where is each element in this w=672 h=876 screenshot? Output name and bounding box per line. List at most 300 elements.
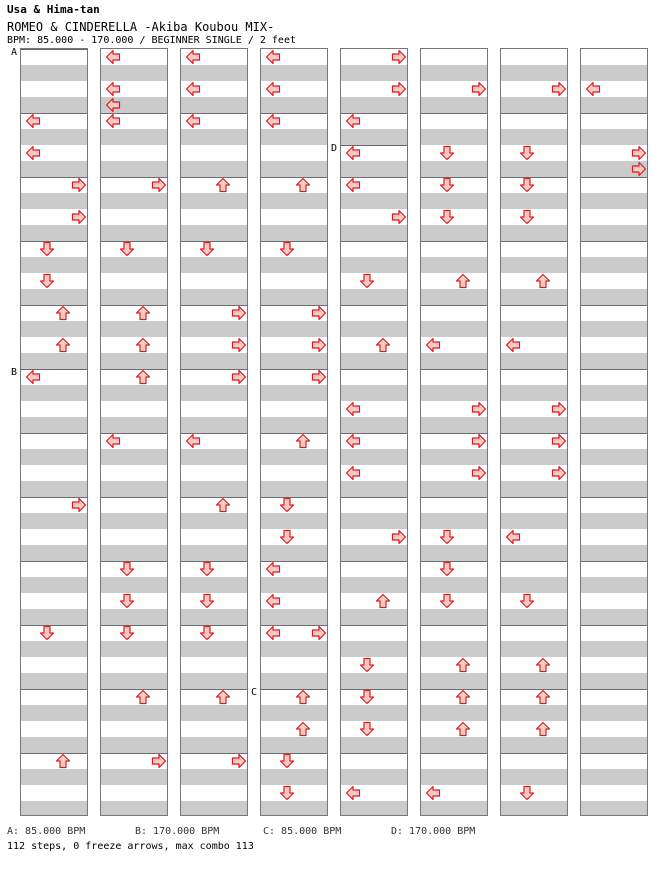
beat-stripe (581, 193, 647, 209)
step-arrow-down-icon (279, 753, 295, 769)
step-arrow-up-icon (455, 689, 471, 705)
beat-stripe (421, 705, 487, 721)
beat-stripe (101, 801, 167, 816)
step-arrow-right-icon (151, 177, 167, 193)
beat-stripe (21, 65, 87, 81)
step-arrow-up-icon (55, 753, 71, 769)
beat-stripe (21, 161, 87, 177)
beat-stripe (341, 129, 407, 145)
beat-stripe (261, 673, 327, 689)
measure-line (101, 369, 167, 370)
beat-stripe (181, 705, 247, 721)
beat-stripe (101, 609, 167, 625)
beat-stripe (101, 513, 167, 529)
step-arrow-left-icon (265, 113, 281, 129)
beat-stripe (181, 257, 247, 273)
beat-stripe (581, 609, 647, 625)
beat-stripe (101, 449, 167, 465)
measure-line (341, 305, 407, 306)
beat-stripe (261, 545, 327, 561)
step-arrow-left-icon (345, 145, 361, 161)
beat-stripe (421, 257, 487, 273)
beat-stripe (261, 257, 327, 273)
step-arrow-right-icon (391, 209, 407, 225)
beat-stripe (421, 577, 487, 593)
beat-stripe (341, 65, 407, 81)
beat-stripe (21, 449, 87, 465)
beat-stripe (421, 321, 487, 337)
step-arrow-left-icon (345, 785, 361, 801)
beat-stripe (421, 513, 487, 529)
legend-bpm-d: D: 170.000 BPM (391, 826, 476, 837)
measure-line (341, 753, 407, 754)
beat-stripe (581, 385, 647, 401)
beat-stripe (581, 353, 647, 369)
beat-stripe (181, 545, 247, 561)
beat-stripe (421, 161, 487, 177)
step-arrow-down-icon (359, 689, 375, 705)
measure-line (101, 305, 167, 306)
beat-stripe (261, 353, 327, 369)
measure-line (501, 369, 567, 370)
song-artist: Usa & Hima-tan (7, 3, 100, 16)
step-arrow-left-icon (105, 433, 121, 449)
measure-line (421, 497, 487, 498)
bpm-difficulty-info: BPM: 85.000 - 170.000 / BEGINNER SINGLE / 2 feet (7, 35, 296, 46)
beat-stripe (261, 225, 327, 241)
step-arrow-down-icon (119, 241, 135, 257)
step-arrow-down-icon (279, 785, 295, 801)
step-arrow-right-icon (311, 305, 327, 321)
step-arrow-right-icon (551, 81, 567, 97)
step-arrow-right-icon (391, 49, 407, 65)
step-arrow-up-icon (135, 689, 151, 705)
step-arrow-right-icon (311, 625, 327, 641)
step-arrow-up-icon (455, 657, 471, 673)
beat-stripe (101, 481, 167, 497)
beat-stripe (21, 321, 87, 337)
measure-line (581, 241, 647, 242)
measure-line (581, 369, 647, 370)
step-arrow-up-icon (535, 657, 551, 673)
beat-stripe (581, 513, 647, 529)
measure-line (421, 689, 487, 690)
chart-column (340, 48, 408, 816)
measure-line (501, 497, 567, 498)
beat-stripe (501, 609, 567, 625)
step-arrow-up-icon (55, 305, 71, 321)
beat-stripe (101, 225, 167, 241)
step-arrow-left-icon (425, 785, 441, 801)
beat-stripe (341, 161, 407, 177)
beat-stripe (581, 65, 647, 81)
step-arrow-left-icon (105, 113, 121, 129)
legend-bpm-c: C: 85.000 BPM (263, 826, 342, 837)
chart-column (500, 48, 568, 816)
step-arrow-down-icon (119, 593, 135, 609)
step-arrow-up-icon (215, 497, 231, 513)
measure-line (341, 369, 407, 370)
step-arrow-down-icon (439, 561, 455, 577)
beat-stripe (581, 673, 647, 689)
step-arrow-left-icon (265, 593, 281, 609)
beat-stripe (21, 513, 87, 529)
beat-stripe (501, 65, 567, 81)
step-arrow-down-icon (119, 561, 135, 577)
beat-stripe (421, 417, 487, 433)
chart-column (20, 48, 88, 816)
beat-stripe (181, 673, 247, 689)
beat-stripe (181, 161, 247, 177)
beat-stripe (581, 321, 647, 337)
beat-stripe (501, 257, 567, 273)
beat-stripe (341, 737, 407, 753)
step-arrow-down-icon (359, 721, 375, 737)
step-arrow-right-icon (231, 337, 247, 353)
beat-stripe (421, 545, 487, 561)
beat-stripe (341, 801, 407, 816)
beat-stripe (421, 65, 487, 81)
step-arrow-up-icon (455, 721, 471, 737)
step-arrow-up-icon (295, 177, 311, 193)
beat-stripe (261, 161, 327, 177)
step-arrow-right-icon (471, 465, 487, 481)
beat-stripe (181, 65, 247, 81)
beat-stripe (421, 801, 487, 816)
beat-stripe (261, 385, 327, 401)
beat-stripe (21, 385, 87, 401)
step-arrow-right-icon (471, 401, 487, 417)
beat-stripe (21, 353, 87, 369)
step-arrow-right-icon (551, 433, 567, 449)
beat-stripe (341, 513, 407, 529)
beat-stripe (21, 225, 87, 241)
step-arrow-left-icon (105, 49, 121, 65)
beat-stripe (261, 641, 327, 657)
beat-stripe (421, 225, 487, 241)
measure-line (581, 433, 647, 434)
beat-stripe (421, 129, 487, 145)
beat-stripe (261, 769, 327, 785)
chart-column (180, 48, 248, 816)
measure-line (21, 689, 87, 690)
beat-stripe (501, 97, 567, 113)
step-arrow-up-icon (375, 337, 391, 353)
beat-stripe (501, 545, 567, 561)
measure-line (421, 305, 487, 306)
measure-line (21, 561, 87, 562)
beat-stripe (181, 641, 247, 657)
beat-stripe (21, 737, 87, 753)
beat-stripe (181, 97, 247, 113)
step-arrow-down-icon (199, 593, 215, 609)
beat-stripe (101, 673, 167, 689)
step-arrow-down-icon (519, 785, 535, 801)
beat-stripe (21, 769, 87, 785)
step-arrow-down-icon (519, 593, 535, 609)
step-arrow-up-icon (295, 721, 311, 737)
beat-stripe (261, 417, 327, 433)
beat-stripe (581, 705, 647, 721)
step-arrow-up-icon (215, 177, 231, 193)
beat-stripe (21, 481, 87, 497)
step-arrow-left-icon (185, 433, 201, 449)
step-arrow-up-icon (455, 273, 471, 289)
step-arrow-right-icon (551, 401, 567, 417)
beat-stripe (421, 289, 487, 305)
step-arrow-down-icon (199, 561, 215, 577)
beat-stripe (101, 737, 167, 753)
beat-stripe (181, 577, 247, 593)
beat-stripe (101, 353, 167, 369)
beat-stripe (501, 737, 567, 753)
step-arrow-down-icon (519, 177, 535, 193)
beat-stripe (341, 417, 407, 433)
beat-stripe (501, 417, 567, 433)
beat-stripe (421, 449, 487, 465)
beat-stripe (581, 257, 647, 273)
step-arrow-up-icon (135, 305, 151, 321)
beat-stripe (501, 385, 567, 401)
measure-line (581, 689, 647, 690)
measure-line (421, 113, 487, 114)
step-arrow-down-icon (39, 241, 55, 257)
beat-stripe (21, 801, 87, 816)
beat-stripe (341, 641, 407, 657)
measure-line (181, 497, 247, 498)
measure-line (421, 241, 487, 242)
beat-stripe (261, 97, 327, 113)
beat-stripe (21, 577, 87, 593)
step-arrow-down-icon (199, 625, 215, 641)
step-arrow-up-icon (535, 721, 551, 737)
beat-stripe (261, 129, 327, 145)
measure-line (581, 497, 647, 498)
beat-stripe (501, 577, 567, 593)
measure-line (581, 625, 647, 626)
beat-stripe (501, 449, 567, 465)
measure-line (181, 689, 247, 690)
beat-stripe (501, 705, 567, 721)
beat-stripe (181, 321, 247, 337)
beat-stripe (581, 417, 647, 433)
step-arrow-down-icon (359, 657, 375, 673)
beat-stripe (101, 769, 167, 785)
step-arrow-left-icon (265, 49, 281, 65)
beat-stripe (261, 801, 327, 816)
step-arrow-down-icon (39, 273, 55, 289)
beat-stripe (341, 577, 407, 593)
beat-stripe (261, 577, 327, 593)
beat-stripe (341, 353, 407, 369)
step-arrow-down-icon (519, 209, 535, 225)
step-arrow-left-icon (105, 97, 121, 113)
beat-stripe (501, 513, 567, 529)
beat-stripe (21, 97, 87, 113)
beat-stripe (341, 321, 407, 337)
beat-stripe (501, 225, 567, 241)
step-arrow-down-icon (519, 145, 535, 161)
measure-line (501, 241, 567, 242)
beat-stripe (501, 673, 567, 689)
step-arrow-left-icon (425, 337, 441, 353)
step-arrow-left-icon (585, 81, 601, 97)
step-arrow-up-icon (135, 369, 151, 385)
beat-stripe (421, 609, 487, 625)
beat-stripe (341, 257, 407, 273)
beat-stripe (181, 737, 247, 753)
beat-stripe (581, 641, 647, 657)
beat-stripe (261, 449, 327, 465)
step-arrow-left-icon (345, 113, 361, 129)
chart-column (260, 48, 328, 816)
measure-line (341, 561, 407, 562)
beat-stripe (581, 97, 647, 113)
step-arrow-right-icon (231, 369, 247, 385)
beat-stripe (181, 449, 247, 465)
step-arrow-left-icon (25, 369, 41, 385)
beat-stripe (101, 705, 167, 721)
chart-column (100, 48, 168, 816)
measure-line (181, 177, 247, 178)
beat-stripe (341, 769, 407, 785)
beat-stripe (581, 545, 647, 561)
step-arrow-left-icon (265, 561, 281, 577)
beat-stripe (181, 289, 247, 305)
beat-stripe (261, 481, 327, 497)
step-arrow-left-icon (185, 113, 201, 129)
beat-stripe (101, 545, 167, 561)
beat-stripe (581, 769, 647, 785)
beat-stripe (21, 609, 87, 625)
measure-line (501, 753, 567, 754)
step-arrow-right-icon (391, 81, 407, 97)
beat-stripe (101, 577, 167, 593)
measure-line (581, 177, 647, 178)
beat-stripe (101, 193, 167, 209)
beat-stripe (21, 257, 87, 273)
beat-stripe (501, 161, 567, 177)
step-arrow-right-icon (231, 753, 247, 769)
step-arrow-left-icon (25, 145, 41, 161)
step-arrow-left-icon (505, 337, 521, 353)
step-arrow-up-icon (295, 689, 311, 705)
beat-stripe (501, 321, 567, 337)
measure-line (21, 305, 87, 306)
measure-line (581, 561, 647, 562)
step-arrow-left-icon (105, 81, 121, 97)
beat-stripe (181, 385, 247, 401)
measure-line (581, 113, 647, 114)
step-arrow-left-icon (345, 177, 361, 193)
beat-stripe (181, 769, 247, 785)
measure-line (341, 625, 407, 626)
beat-stripe (341, 193, 407, 209)
measure-line (581, 753, 647, 754)
step-arrow-down-icon (439, 529, 455, 545)
beat-stripe (581, 289, 647, 305)
step-arrow-down-icon (279, 241, 295, 257)
step-arrow-left-icon (505, 529, 521, 545)
measure-line (101, 689, 167, 690)
beat-stripe (581, 129, 647, 145)
step-arrow-right-icon (71, 177, 87, 193)
step-arrow-down-icon (439, 593, 455, 609)
beat-stripe (21, 417, 87, 433)
beat-stripe (181, 481, 247, 497)
beat-stripe (181, 353, 247, 369)
measure-line (501, 561, 567, 562)
beat-stripe (181, 513, 247, 529)
beat-stripe (581, 481, 647, 497)
measure-line (261, 177, 327, 178)
beat-stripe (21, 673, 87, 689)
measure-line (501, 689, 567, 690)
beat-stripe (261, 321, 327, 337)
step-arrow-up-icon (375, 593, 391, 609)
step-arrow-right-icon (471, 433, 487, 449)
beat-stripe (581, 737, 647, 753)
beat-stripe (421, 97, 487, 113)
beat-stripe (261, 609, 327, 625)
step-arrow-down-icon (279, 529, 295, 545)
beat-stripe (501, 129, 567, 145)
beat-stripe (261, 65, 327, 81)
beat-stripe (341, 545, 407, 561)
beat-stripe (501, 289, 567, 305)
beat-stripe (581, 577, 647, 593)
beat-stripe (21, 641, 87, 657)
beat-stripe (501, 769, 567, 785)
beat-stripe (501, 801, 567, 816)
step-arrow-right-icon (471, 81, 487, 97)
beat-stripe (181, 801, 247, 816)
beat-stripe (101, 129, 167, 145)
beat-stripe (341, 449, 407, 465)
legend-bpm-b: B: 170.000 BPM (135, 826, 220, 837)
song-title: ROMEO & CINDERELLA -Akiba Koubou MIX- (7, 20, 275, 34)
measure-line (501, 625, 567, 626)
bpm-change-line (21, 49, 87, 50)
beat-stripe (581, 225, 647, 241)
step-arrow-up-icon (215, 689, 231, 705)
beat-stripe (101, 289, 167, 305)
beat-stripe (501, 193, 567, 209)
beat-stripe (101, 65, 167, 81)
step-arrow-right-icon (151, 753, 167, 769)
step-arrow-right-icon (631, 161, 647, 177)
beat-stripe (181, 609, 247, 625)
beat-stripe (21, 705, 87, 721)
beat-stripe (261, 737, 327, 753)
beat-stripe (101, 641, 167, 657)
measure-line (21, 433, 87, 434)
beat-stripe (341, 225, 407, 241)
beat-stripe (21, 545, 87, 561)
step-arrow-down-icon (279, 497, 295, 513)
measure-line (501, 113, 567, 114)
bpm-change-label: A (11, 47, 18, 58)
measure-line (501, 305, 567, 306)
bpm-change-line (261, 689, 327, 690)
beat-stripe (261, 513, 327, 529)
step-arrow-left-icon (345, 401, 361, 417)
beat-stripe (21, 289, 87, 305)
step-arrow-down-icon (119, 625, 135, 641)
beat-stripe (421, 481, 487, 497)
step-arrow-down-icon (439, 209, 455, 225)
beat-stripe (581, 449, 647, 465)
